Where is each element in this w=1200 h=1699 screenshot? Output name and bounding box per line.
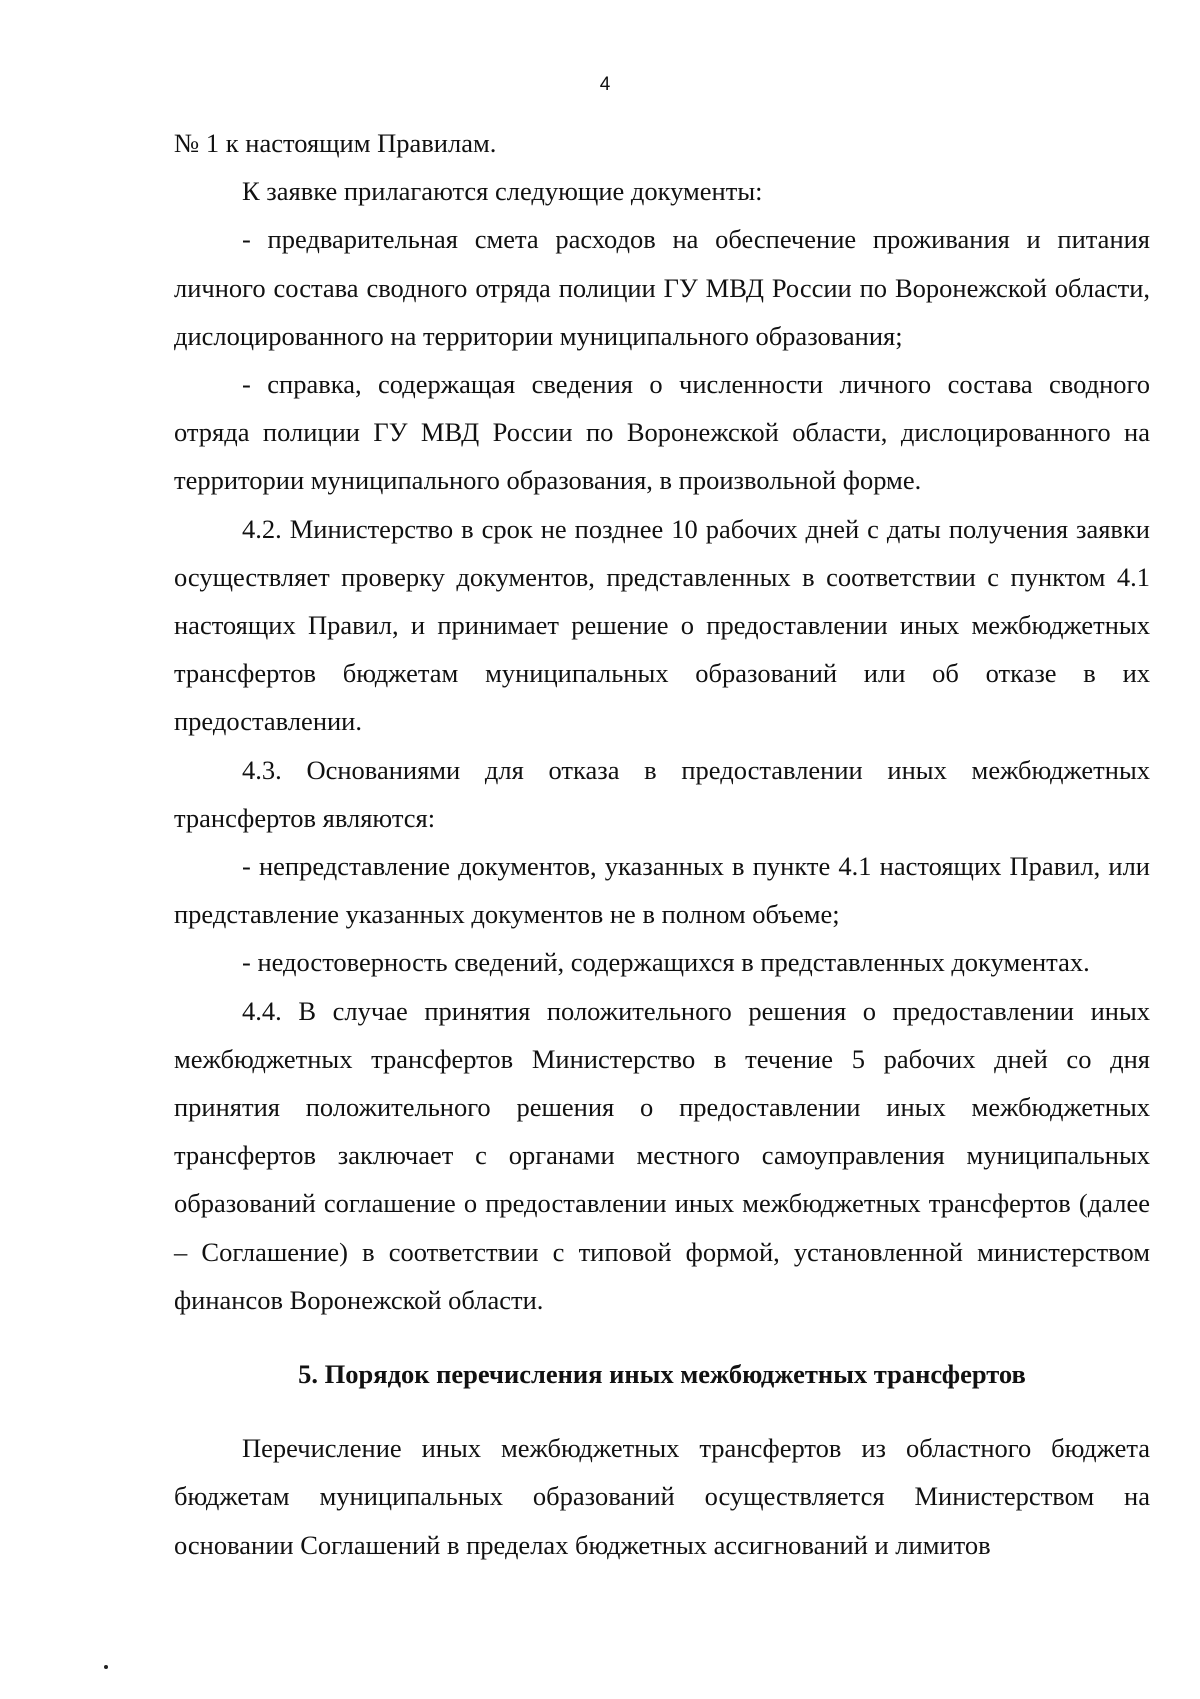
paragraph-continuation: № 1 к настоящим Правилам. — [174, 128, 497, 158]
paragraph-transfer-procedure: Перечисление иных межбюджетных трансфертов из областного бюджета бюджетам муниципальных образований осуществляется Министерством на основании Соглашений в пределах бюджетных ассигнований и лимитов — [174, 1433, 1150, 1560]
paragraph-attachments-intro: К заявке прилагаются следующие документы: — [242, 176, 763, 207]
paragraph-4-4: 4.4. В случае принятия положительного решения о предоставлении иных межбюджетных трансфертов Министерство в течение 5 рабочих дней со дня принятия положительного решения о предоставлении иных межбюджетных трансфертов заключает с органами местного самоуправления муниципальных образований соглашение о предоставлении иных межбюджетных трансфертов (далее – Соглашение) в соответствии с типовой формой, установленной министерством финансов Воронежской области. — [174, 995, 1150, 1315]
paragraph-refusal-reason-1: - непредставление документов, указанных в пункте 4.1 настоящих Правил, или представление указанных документов не в полном объеме; — [174, 851, 1150, 930]
paragraph-cost-estimate: - предварительная смета расходов на обеспечение проживания и питания личного состава сводного отряда полиции ГУ МВД России по Воронежской области, дислоцированного на территории муниципального образования; — [174, 224, 1150, 351]
paragraph-refusal-reason-2: - недостоверность сведений, содержащихся в представленных документах. — [242, 947, 1090, 978]
page-number: 4 — [599, 74, 611, 95]
paragraph-4-3: 4.3. Основаниями для отказа в предоставлении иных межбюджетных трансфертов являются: — [174, 754, 1150, 833]
document-body — [174, 119, 1150, 1569]
paragraph-4-2: 4.2. Министерство в срок не позднее 10 рабочих дней с даты получения заявки осуществляет проверку документов, представленных в соответствии с пунктом 4.1 настоящих Правил, и принимает решение о предоставлении иных межбюджетных трансфертов бюджетам муниципальных образований или об отказе в их предоставлении. — [174, 513, 1150, 737]
section-heading-5: 5. Порядок перечисления иных межбюджетных трансфертов — [298, 1359, 1026, 1390]
scan-speck — [104, 1665, 108, 1669]
paragraph-personnel-certificate: - справка, содержащая сведения о численности личного состава сводного отряда полиции ГУ МВД России по Воронежской области, дислоцированного на территории муниципального образования, в произвольной форме. — [174, 369, 1150, 496]
